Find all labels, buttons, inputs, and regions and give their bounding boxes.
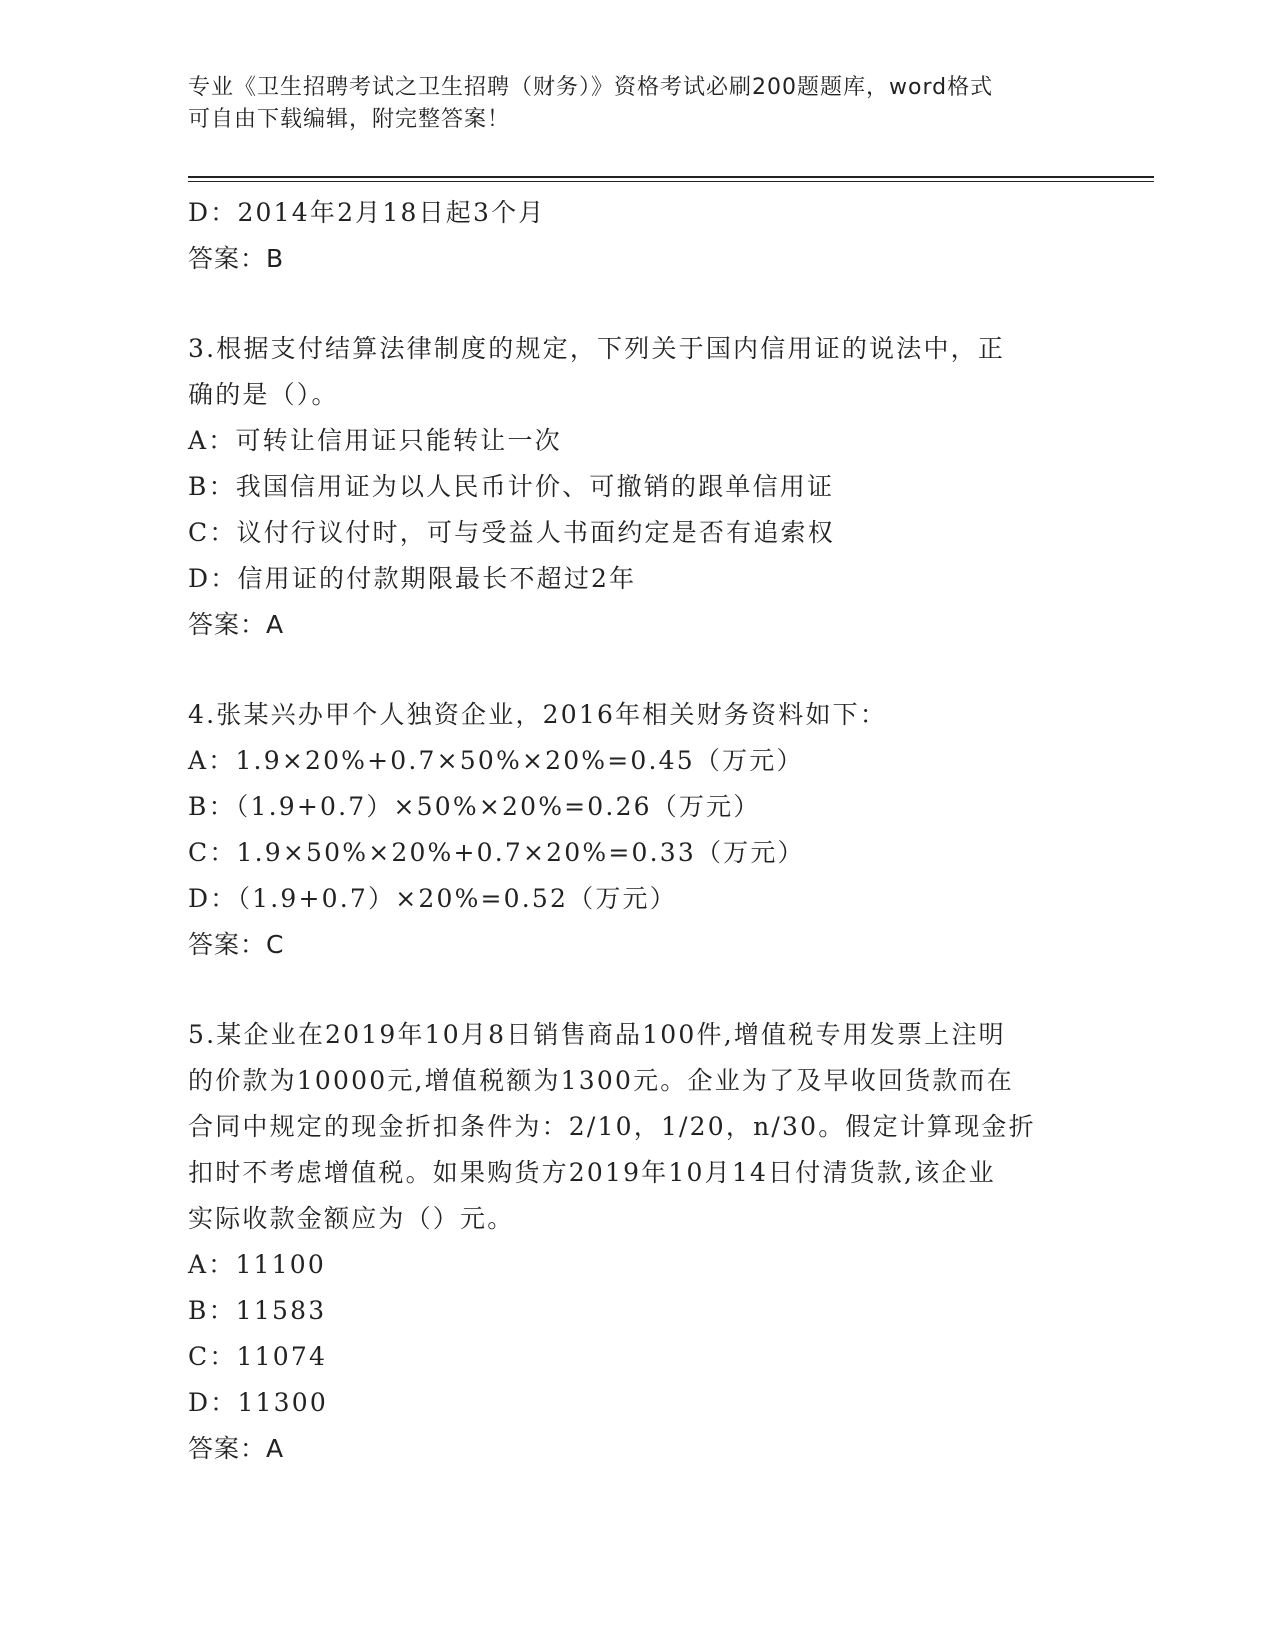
question-stem-line: 确的是（）。 (188, 380, 339, 409)
option-d: D：（1.9+0.7）×20%=0.52（万元） (188, 884, 677, 913)
header-line-2: 可自由下载编辑，附完整答案！ (188, 107, 511, 132)
question-5 (188, 1012, 1088, 1472)
header-divider-thick (188, 176, 1154, 178)
option-b: B：我国信用证为以人民币计价、可撤销的跟单信用证 (188, 472, 835, 501)
option-a: A：1.9×20%+0.7×50%×20%=0.45（万元） (188, 746, 804, 775)
option-c: C：11074 (188, 1342, 328, 1371)
question-stem-line: 4.张某兴办甲个人独资企业，2016年相关财务资料如下： (188, 700, 888, 729)
question-stem-line: 扣时不考虑增值税。如果购货方2019年10月14日付清货款,该企业 (188, 1158, 996, 1187)
option-c: C：议付行议付时，可与受益人书面约定是否有追索权 (188, 518, 835, 547)
question-4 (188, 692, 1088, 968)
question-stem-line: 3.根据支付结算法律制度的规定，下列关于国内信用证的说法中，正 (188, 334, 1006, 363)
document-body (188, 190, 1088, 1472)
question-stem-line: 的价款为10000元,增值税额为1300元。企业为了及早收回货款而在 (188, 1066, 1014, 1095)
option-d: D：2014年2月18日起3个月 (188, 198, 546, 227)
document-header (188, 72, 1088, 136)
answer-line: 答案：C (188, 930, 285, 959)
spacer (188, 648, 1088, 692)
header-divider-thin (188, 181, 1154, 182)
spacer (188, 968, 1088, 1012)
answer-line: 答案：A (188, 610, 285, 639)
answer-line: 答案：A (188, 1434, 285, 1463)
option-c: C：1.9×50%×20%+0.7×20%=0.33（万元） (188, 838, 805, 867)
option-d: D：11300 (188, 1388, 328, 1417)
spacer (188, 282, 1088, 326)
answer-line: 答案：B (188, 244, 285, 273)
option-a: A：11100 (188, 1250, 326, 1279)
question-stem-line: 合同中规定的现金折扣条件为：2/10，1/20，n/30。假定计算现金折 (188, 1112, 1036, 1141)
option-b: B：（1.9+0.7）×50%×20%=0.26（万元） (188, 792, 761, 821)
question-stem-line: 实际收款金额应为（）元。 (188, 1204, 515, 1233)
header-line-1: 专业《卫生招聘考试之卫生招聘（财务）》资格考试必刷200题题库，word格式 (188, 75, 994, 100)
question-3 (188, 326, 1088, 648)
question-2-continuation (188, 190, 1088, 282)
question-stem-line: 5.某企业在2019年10月8日销售商品100件,增值税专用发票上注明 (188, 1020, 1006, 1049)
option-b: B：11583 (188, 1296, 327, 1325)
option-d: D：信用证的付款期限最长不超过2年 (188, 564, 637, 593)
option-a: A：可转让信用证只能转让一次 (188, 426, 562, 455)
